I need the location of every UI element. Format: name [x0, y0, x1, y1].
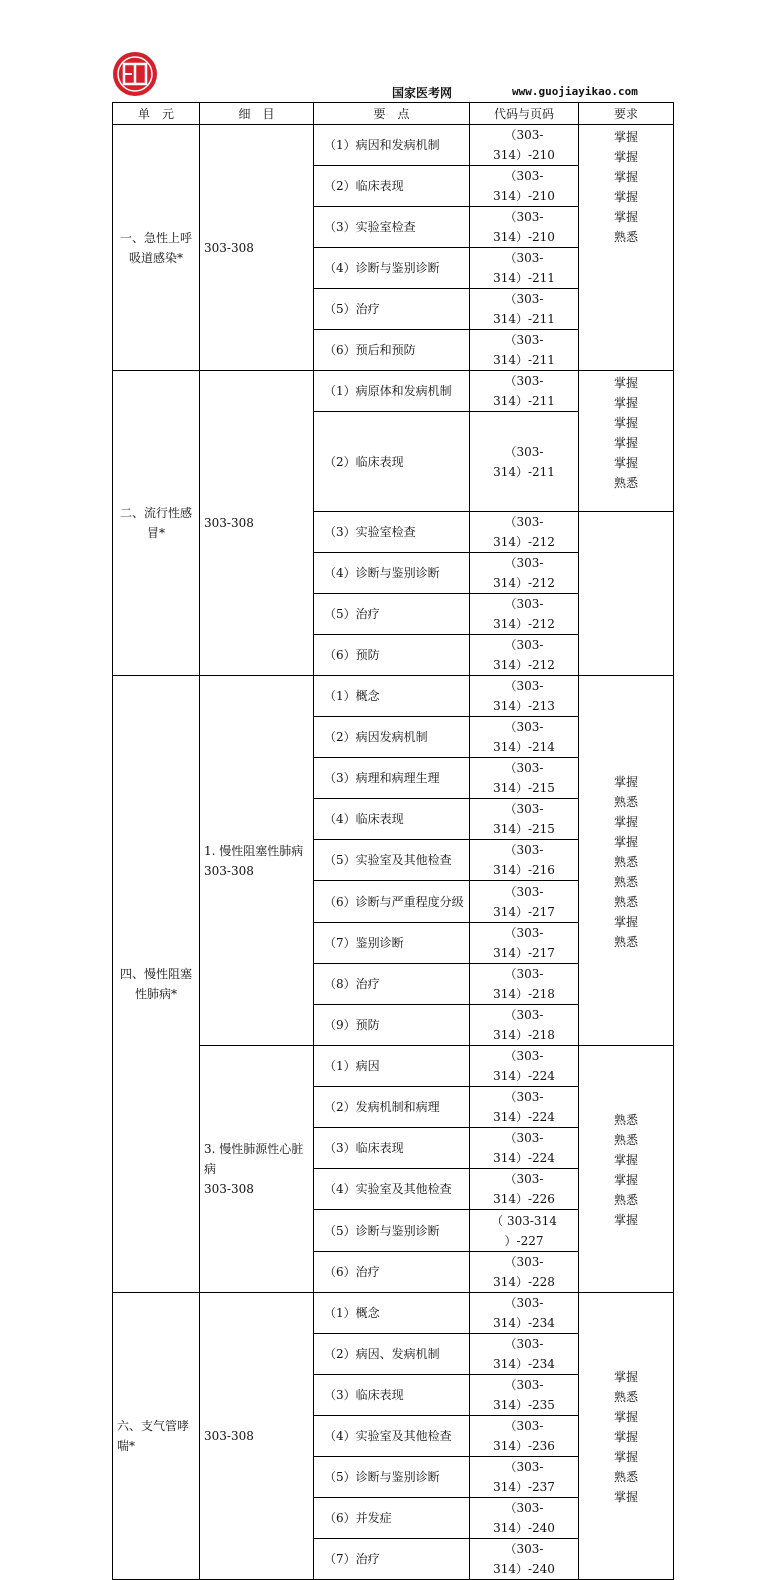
site-name: 国家医考网 [392, 86, 453, 100]
code-cell: （303-314）-234 [470, 1293, 579, 1334]
point-cell: （2）病因发病机制 [314, 717, 470, 758]
requirement-item: 掌握 [613, 1430, 638, 1444]
detail-cell [200, 676, 314, 1046]
requirement-item: 掌握 [613, 376, 638, 390]
requirement-item: 熟悉 [613, 1133, 638, 1147]
requirement-cell [579, 1293, 674, 1580]
column-header: 要 点 [314, 103, 470, 125]
point-cell: （7）治疗 [314, 1539, 470, 1580]
point-cell: （2）临床表现 [314, 412, 470, 512]
detail-title: 3. 慢性肺源性心脏病 [204, 1142, 304, 1176]
point-cell: （6）预后和预防 [314, 330, 470, 371]
requirement-item: 熟悉 [613, 230, 638, 244]
unit-cell: 四、慢性阻塞性肺病* [113, 676, 200, 1293]
code-cell: （303-314）-210 [470, 125, 579, 166]
requirement-item: 掌握 [613, 814, 638, 829]
code-cell: （303-314）-235 [470, 1375, 579, 1416]
code-cell: （303-314）-237 [470, 1457, 579, 1498]
point-cell: （6）预防 [314, 635, 470, 676]
requirement-item: 掌握 [613, 190, 638, 204]
requirement-item: 掌握 [613, 834, 638, 849]
point-cell: （6）并发症 [314, 1498, 470, 1539]
code-cell: （303-314）-226 [470, 1169, 579, 1210]
code-cell: （303-314）-234 [470, 1334, 579, 1375]
point-cell: （5）诊断与鉴别诊断 [314, 1210, 470, 1252]
code-cell: （303-314）-212 [470, 553, 579, 594]
code-cell: （303-314）-210 [470, 207, 579, 248]
point-cell: （5）治疗 [314, 594, 470, 635]
requirement-item: 熟悉 [613, 794, 638, 809]
code-cell: （303-314）-211 [470, 289, 579, 330]
point-cell: （9）预防 [314, 1005, 470, 1046]
point-cell: （4）实验室及其他检查 [314, 1416, 470, 1457]
point-cell: （1）病因和发病机制 [314, 125, 470, 166]
requirement-item: 熟悉 [613, 934, 638, 949]
requirement-item: 掌握 [613, 210, 638, 224]
code-cell: （303-314）-212 [470, 512, 579, 553]
point-cell: （3）临床表现 [314, 1375, 470, 1416]
detail-cell [200, 1046, 314, 1293]
requirement-cell [579, 371, 674, 512]
table-row [113, 676, 674, 717]
code-cell: （303-314）-211 [470, 330, 579, 371]
requirement-item: 掌握 [613, 130, 638, 144]
point-cell: （4）实验室及其他检查 [314, 1169, 470, 1210]
point-cell: （1）概念 [314, 1293, 470, 1334]
code-cell: （303-314）-215 [470, 758, 579, 799]
code-cell: （303-314）-214 [470, 717, 579, 758]
detail-code: 303-308 [204, 1182, 254, 1196]
code-cell: （303-314）-224 [470, 1046, 579, 1087]
point-cell: （8）治疗 [314, 964, 470, 1005]
code-cell: （303-314）-211 [470, 248, 579, 289]
point-cell: （1）病因 [314, 1046, 470, 1087]
requirement-item: 掌握 [613, 914, 638, 929]
point-cell: （3）病理和病理生理 [314, 758, 470, 799]
code-cell: （303-314）-224 [470, 1128, 579, 1169]
table-row [113, 125, 674, 166]
requirement-item: 掌握 [613, 150, 638, 164]
unit-cell: 六、支气管哮喘* [113, 1293, 200, 1580]
requirement-item: 掌握 [613, 436, 638, 450]
requirement-item: 熟悉 [613, 1193, 638, 1207]
unit-cell: 二、流行性感冒* [113, 371, 200, 676]
code-cell: （303-314）-240 [470, 1539, 579, 1580]
requirement-item: 掌握 [613, 1370, 638, 1384]
site-logo-icon [112, 51, 158, 97]
point-cell: （2）临床表现 [314, 166, 470, 207]
point-cell: （6）诊断与严重程度分级 [314, 881, 470, 923]
code-cell: （303-314）-240 [470, 1498, 579, 1539]
requirement-item: 掌握 [613, 1153, 638, 1167]
requirement-item: 掌握 [613, 396, 638, 410]
detail-cell: 303-308 [200, 125, 314, 371]
detail-code: 303-308 [204, 863, 254, 878]
point-cell: （5）诊断与鉴别诊断 [314, 1457, 470, 1498]
column-header: 单 元 [113, 103, 200, 125]
requirement-item: 掌握 [613, 774, 638, 789]
point-cell: （3）实验室检查 [314, 207, 470, 248]
requirement-item: 熟悉 [613, 1470, 638, 1484]
code-cell: （303-314）-211 [470, 371, 579, 412]
unit-cell: 一、急性上呼吸道感染* [113, 125, 200, 371]
column-header: 要求 [579, 103, 674, 125]
point-cell: （4）诊断与鉴别诊断 [314, 248, 470, 289]
point-cell: （6）治疗 [314, 1252, 470, 1293]
point-cell: （3）临床表现 [314, 1128, 470, 1169]
requirement-item: 掌握 [613, 1490, 638, 1504]
requirement-item: 掌握 [613, 1173, 638, 1187]
requirement-item: 熟悉 [613, 894, 638, 909]
column-header: 代码与页码 [470, 103, 579, 125]
code-cell: （303-314）-236 [470, 1416, 579, 1457]
code-cell: （303-314）-224 [470, 1087, 579, 1128]
requirement-item: 熟悉 [613, 1113, 638, 1127]
table-header-row [113, 103, 674, 125]
code-cell: （303-314）-228 [470, 1252, 579, 1293]
column-header: 细 目 [200, 103, 314, 125]
point-cell: （1）病原体和发病机制 [314, 371, 470, 412]
code-cell: （303-314）-218 [470, 1005, 579, 1046]
requirement-blank-cell [579, 512, 674, 676]
detail-cell: 303-308 [200, 1293, 314, 1580]
point-cell: （1）概念 [314, 676, 470, 717]
point-cell: （7）鉴别诊断 [314, 923, 470, 964]
code-cell: （303-314）-212 [470, 594, 579, 635]
syllabus-table [112, 102, 674, 1580]
requirement-item: 掌握 [613, 170, 638, 184]
point-cell: （4）诊断与鉴别诊断 [314, 553, 470, 594]
table-row [113, 371, 674, 412]
code-cell: （303-314）-210 [470, 166, 579, 207]
point-cell: （2）发病机制和病理 [314, 1087, 470, 1128]
site-url: www.guojiayikao.com [512, 85, 638, 98]
point-cell: （5）治疗 [314, 289, 470, 330]
point-cell: （3）实验室检查 [314, 512, 470, 553]
point-cell: （5）实验室及其他检查 [314, 840, 470, 881]
table-row [113, 1293, 674, 1334]
requirement-cell [579, 125, 674, 371]
code-cell: （303-314）-217 [470, 881, 579, 923]
requirement-item: 掌握 [613, 1410, 638, 1424]
code-cell: （303-314）-217 [470, 923, 579, 964]
code-cell: （303-314）-215 [470, 799, 579, 840]
code-cell: （303-314）-211 [470, 412, 579, 512]
code-cell: （303-314）-218 [470, 964, 579, 1005]
code-cell: （303-314）-213 [470, 676, 579, 717]
code-cell: （ 303-314 ）-227 [470, 1210, 579, 1252]
point-cell: （2）病因、发病机制 [314, 1334, 470, 1375]
requirement-item: 熟悉 [613, 854, 638, 869]
point-cell: （4）临床表现 [314, 799, 470, 840]
detail-title: 1. 慢性阻塞性肺病 [204, 843, 304, 858]
requirement-cell [579, 676, 674, 1046]
requirement-item: 掌握 [613, 416, 638, 430]
code-cell: （303-314）-216 [470, 840, 579, 881]
code-cell: （303-314）-212 [470, 635, 579, 676]
requirement-item: 熟悉 [613, 1390, 638, 1404]
requirement-cell [579, 1046, 674, 1293]
detail-cell: 303-308 [200, 371, 314, 676]
requirement-item: 掌握 [613, 1213, 638, 1227]
requirement-item: 掌握 [613, 1450, 638, 1464]
requirement-item: 熟悉 [613, 476, 638, 490]
requirement-item: 掌握 [613, 456, 638, 470]
requirement-item: 熟悉 [613, 874, 638, 889]
